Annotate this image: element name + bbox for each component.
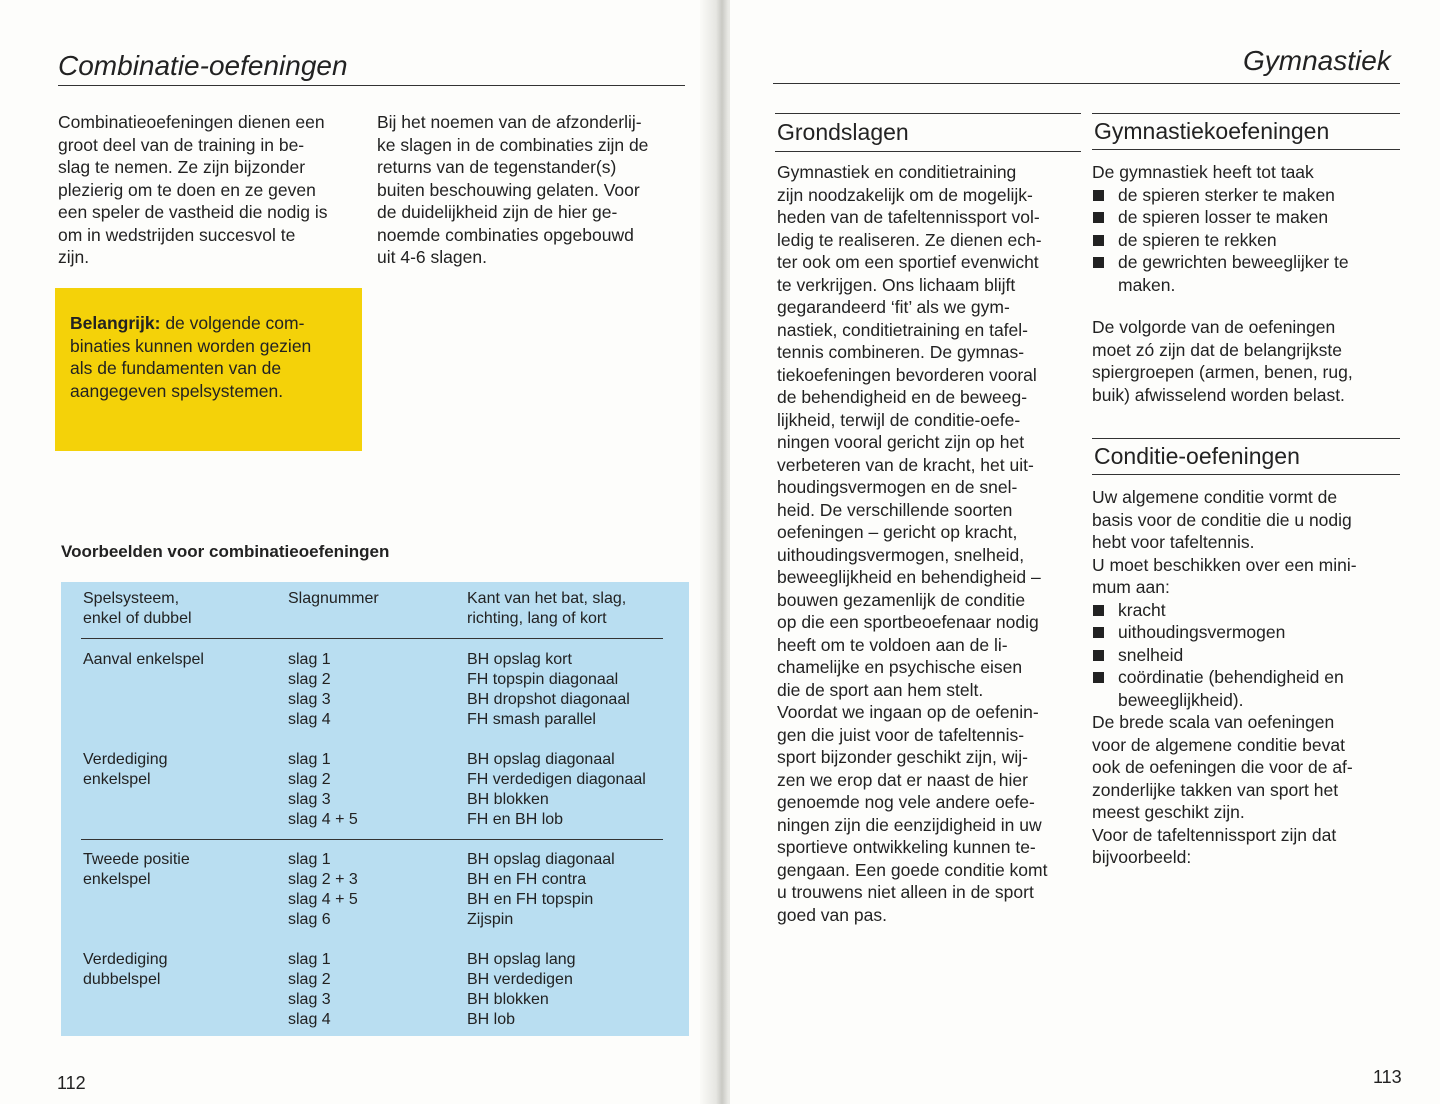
grondslagen-text bbox=[777, 161, 1097, 926]
left-running-title: Combinatie-oefeningen bbox=[58, 50, 348, 81]
left-title-rule bbox=[58, 85, 685, 86]
table-stroke-cell-line: slag 4 + 5 bbox=[288, 891, 358, 908]
table-system-cell-line: enkelspel bbox=[83, 871, 151, 888]
grondslagen-line: die de sport aan hem stelt. bbox=[777, 679, 984, 700]
table-side-cell-line: FH smash parallel bbox=[467, 711, 596, 728]
grondslagen-line: op die een sportbeoefenaar nodig bbox=[777, 612, 1039, 632]
intro-line: noemde combinaties opgebouwd bbox=[377, 224, 634, 245]
table-rule bbox=[81, 839, 663, 840]
grondslagen-top-rule bbox=[775, 113, 1081, 114]
intro-column-1 bbox=[58, 111, 368, 269]
table-header-cell bbox=[83, 589, 192, 629]
intro-line: ke slagen in de combinaties zijn de bbox=[377, 134, 649, 155]
bullet-text: coördinatie (behendigheid en bbox=[1118, 667, 1344, 687]
conditie-line: basis voor de conditie die u nodig bbox=[1092, 509, 1352, 530]
table-side-cell-line: BH en FH topspin bbox=[467, 891, 594, 908]
bullet-square-icon bbox=[1093, 257, 1104, 268]
table-stroke-cell-line: slag 3 bbox=[288, 791, 331, 808]
grondslagen-line: tennis combineren. De gymnas- bbox=[777, 342, 1025, 362]
grondslagen-line: houdingsvermogen en de snel- bbox=[777, 477, 1018, 497]
gymnastiek-bottom-rule bbox=[1092, 149, 1400, 150]
table-stroke-cell bbox=[288, 650, 331, 730]
bullet-item bbox=[1092, 599, 1412, 622]
grondslagen-line: verbeteren van de kracht, het uit- bbox=[777, 454, 1034, 475]
bullet-text: snelheid bbox=[1118, 644, 1184, 665]
gymnastiek-line: buik) afwisselend worden belast. bbox=[1092, 384, 1345, 405]
table-rule bbox=[81, 638, 663, 639]
bullet-item bbox=[1092, 251, 1412, 296]
bullet-item bbox=[1092, 206, 1412, 229]
right-title-rule bbox=[773, 83, 1400, 84]
conditie-intro bbox=[1092, 486, 1412, 599]
intro-line: slag te nemen. Ze zijn bijzonder bbox=[58, 157, 306, 177]
intro-line: buiten beschouwing gelaten. Voor bbox=[377, 179, 640, 200]
left-page bbox=[0, 0, 718, 1104]
page-number-left: 112 bbox=[57, 1073, 86, 1093]
bullet-square-icon bbox=[1093, 605, 1104, 616]
table-stroke-cell bbox=[288, 950, 331, 1030]
grondslagen-line: te verkrijgen. Ons lichaam blijft bbox=[777, 274, 1016, 295]
callout-line: als de fundamenten van de bbox=[70, 358, 282, 378]
table-header-cell-line: richting, lang of kort bbox=[467, 610, 607, 627]
intro-line: zijn. bbox=[58, 247, 90, 267]
table-header-cell-line: Slagnummer bbox=[288, 590, 379, 607]
conditie-line: U moet beschikken over een mini- bbox=[1092, 554, 1357, 575]
table-system-cell bbox=[83, 650, 204, 670]
conditie-line: De brede scala van oefeningen bbox=[1092, 712, 1335, 732]
intro-line: een speler de vastheid die nodig is bbox=[58, 202, 328, 222]
table-side-cell bbox=[467, 750, 646, 830]
right-page bbox=[730, 0, 1440, 1104]
table-system-cell-line: Aanval enkelspel bbox=[83, 651, 204, 668]
table-system-cell-line: enkelspel bbox=[83, 771, 151, 788]
bullet-text: uithoudingsvermogen bbox=[1118, 622, 1286, 642]
right-running-title: Gymnastiek bbox=[1243, 45, 1391, 76]
table-side-cell-line: BH opslag diagonaal bbox=[467, 751, 615, 768]
grondslagen-line: sportieve ontwikkeling kunnen te- bbox=[777, 837, 1036, 857]
page-number-right: 113 bbox=[1373, 1067, 1402, 1087]
bullet-text: kracht bbox=[1118, 599, 1166, 620]
table-system-cell bbox=[83, 850, 190, 890]
table-stroke-cell-line: slag 6 bbox=[288, 911, 331, 928]
table-stroke-cell-line: slag 2 bbox=[288, 671, 331, 688]
conditie-line: hebt voor tafeltennis. bbox=[1092, 532, 1255, 552]
grondslagen-line: nastiek, conditietraining en tafel- bbox=[777, 319, 1028, 340]
bullet-text: de spieren sterker te maken bbox=[1118, 184, 1335, 205]
grondslagen-line: bouwen gezamenlijk de conditie bbox=[777, 589, 1026, 610]
bullet-item bbox=[1092, 621, 1412, 644]
intro-line: Bij het noemen van de afzonderlij- bbox=[377, 112, 642, 132]
bullet-square-icon bbox=[1093, 212, 1104, 223]
bullet-square-icon bbox=[1093, 235, 1104, 246]
gymnastiek-paragraph bbox=[1092, 316, 1412, 406]
table-side-cell bbox=[467, 850, 615, 930]
gymnastiek-line: moet zó zijn dat de belangrijkste bbox=[1092, 339, 1342, 360]
bullet-square-icon bbox=[1093, 627, 1104, 638]
table-header-cell bbox=[288, 589, 379, 609]
bullet-item bbox=[1092, 666, 1412, 711]
gymnastiek-heading: Gymnastiekoefeningen bbox=[1094, 118, 1330, 144]
conditie-line: voor de algemene conditie bevat bbox=[1092, 734, 1345, 755]
table-stroke-cell bbox=[288, 750, 358, 830]
table-system-cell bbox=[83, 750, 168, 790]
grondslagen-line: tiekoefeningen bevorderen vooral bbox=[777, 364, 1037, 385]
conditie-bullets bbox=[1092, 599, 1412, 712]
table-stroke-cell-line: slag 4 + 5 bbox=[288, 811, 358, 828]
table-side-cell-line: BH lob bbox=[467, 1011, 516, 1028]
table-side-cell-line: FH topspin diagonaal bbox=[467, 671, 619, 688]
conditie-top-rule bbox=[1092, 438, 1400, 439]
bullet-square-icon bbox=[1093, 190, 1104, 201]
conditie-line: Voor de tafeltennissport zijn dat bbox=[1092, 824, 1337, 845]
table-side-cell-line: BH en FH contra bbox=[467, 871, 587, 888]
conditie-line: zonderlijke takken van sport het bbox=[1092, 779, 1339, 800]
table-stroke-cell-line: slag 4 bbox=[288, 711, 331, 728]
bullet-text: de spieren losser te maken bbox=[1118, 207, 1329, 227]
bullet-text: maken. bbox=[1118, 274, 1176, 295]
grondslagen-line: zen we erop dat er naast de hier bbox=[777, 769, 1028, 790]
table-stroke-cell-line: slag 1 bbox=[288, 951, 331, 968]
callout-label: Belangrijk: bbox=[70, 313, 161, 333]
bullet-item bbox=[1092, 229, 1412, 252]
grondslagen-line: goed van pas. bbox=[777, 904, 887, 925]
table-side-cell-line: FH en BH lob bbox=[467, 811, 564, 828]
bullet-square-icon bbox=[1093, 672, 1104, 683]
grondslagen-line: heeft om te voldoen aan de li- bbox=[777, 634, 1008, 655]
callout-line: de volgende com- bbox=[160, 313, 305, 333]
bullet-text: de gewrichten beweeglijker te bbox=[1118, 252, 1349, 272]
table-stroke-cell-line: slag 1 bbox=[288, 651, 331, 668]
table-side-cell bbox=[467, 650, 630, 730]
intro-line: plezierig om te doen en ze geven bbox=[58, 179, 316, 200]
gymnastiek-intro: De gymnastiek heeft tot taak bbox=[1092, 162, 1314, 182]
grondslagen-line: uithoudingsvermogen, snelheid, bbox=[777, 544, 1025, 565]
table-side-cell-line: BH opslag diagonaal bbox=[467, 851, 615, 868]
table-stroke-cell-line: slag 2 + 3 bbox=[288, 871, 358, 888]
callout-line: binaties kunnen worden gezien bbox=[70, 335, 312, 356]
conditie-line: Uw algemene conditie vormt de bbox=[1092, 487, 1338, 507]
grondslagen-line: ter ook om een sportief evenwicht bbox=[777, 252, 1039, 272]
grondslagen-line: heid. De verschillende soorten bbox=[777, 499, 1013, 520]
grondslagen-line: gengaan. Een goede conditie komt bbox=[777, 859, 1048, 880]
table-side-cell-line: Zijspin bbox=[467, 911, 514, 928]
table-side-cell-line: BH opslag lang bbox=[467, 951, 576, 968]
conditie-line: meest geschikt zijn. bbox=[1092, 802, 1245, 822]
intro-line: returns van de tegenstander(s) bbox=[377, 157, 617, 177]
grondslagen-line: gen die juist voor de tafeltennis- bbox=[777, 724, 1025, 745]
table-side-cell-line: FH verdedigen diagonaal bbox=[467, 771, 646, 788]
important-callout bbox=[55, 288, 362, 451]
table-stroke-cell-line: slag 3 bbox=[288, 691, 331, 708]
grondslagen-line: ledig te realiseren. Ze dienen ech- bbox=[777, 229, 1042, 250]
gymnastiek-line: De volgorde van de oefeningen bbox=[1092, 317, 1336, 337]
table-heading: Voorbeelden voor combinatieoefeningen bbox=[61, 542, 390, 561]
conditie-line: mum aan: bbox=[1092, 577, 1170, 597]
grondslagen-line: gegarandeerd ‘fit’ als we gym- bbox=[777, 297, 1010, 317]
table-side-cell-line: BH dropshot diagonaal bbox=[467, 691, 630, 708]
intro-line: Combinatieoefeningen dienen een bbox=[58, 112, 325, 132]
table-side-cell-line: BH opslag kort bbox=[467, 651, 572, 668]
table-side-cell-line: BH blokken bbox=[467, 791, 549, 808]
combination-table bbox=[61, 582, 689, 1036]
gymnastiek-top-rule bbox=[1092, 113, 1400, 114]
table-stroke-cell-line: slag 4 bbox=[288, 1011, 331, 1028]
intro-line: groot deel van de training in be- bbox=[58, 134, 305, 155]
table-header-cell-line: enkel of dubbel bbox=[83, 610, 192, 627]
table-side-cell-line: BH verdedigen bbox=[467, 971, 573, 988]
conditie-outro bbox=[1092, 711, 1412, 869]
callout-line: aangegeven spelsystemen. bbox=[70, 380, 284, 401]
grondslagen-line: sport bijzonder geschikt zijn, wij- bbox=[777, 747, 1028, 767]
gymnastiek-bullets bbox=[1092, 184, 1412, 297]
conditie-line: ook de oefeningen die voor de af- bbox=[1092, 757, 1353, 777]
grondslagen-line: ningen zijn die eenzijdigheid in uw bbox=[777, 814, 1042, 835]
intro-line: uit 4-6 slagen. bbox=[377, 247, 487, 267]
bullet-text: beweeglijkheid). bbox=[1118, 689, 1244, 710]
bullet-square-icon bbox=[1093, 650, 1104, 661]
grondslagen-line: ningen vooral gericht zijn op het bbox=[777, 432, 1025, 452]
table-system-cell-line: Tweede positie bbox=[83, 851, 190, 868]
gymnastiek-line: spiergroepen (armen, benen, rug, bbox=[1092, 362, 1353, 382]
grondslagen-line: lijkheid, terwijl de conditie-oefe- bbox=[777, 409, 1021, 430]
callout-text bbox=[70, 312, 355, 402]
table-system-cell-line: Verdediging bbox=[83, 951, 168, 968]
grondslagen-line: genoemde nog vele andere oefe- bbox=[777, 792, 1035, 812]
conditie-heading: Conditie-oefeningen bbox=[1094, 443, 1300, 469]
grondslagen-line: Gymnastiek en conditietraining bbox=[777, 162, 1017, 182]
bullet-item bbox=[1092, 184, 1412, 207]
grondslagen-line: oefeningen – gericht op kracht, bbox=[777, 522, 1018, 542]
grondslagen-heading: Grondslagen bbox=[777, 119, 909, 145]
bullet-text: de spieren te rekken bbox=[1118, 229, 1277, 250]
grondslagen-line: u trouwens niet alleen in de sport bbox=[777, 882, 1034, 902]
table-system-cell-line: Verdediging bbox=[83, 751, 168, 768]
table-header-cell-line: Kant van het bat, slag, bbox=[467, 590, 627, 607]
table-stroke-cell bbox=[288, 850, 358, 930]
intro-line: de duidelijkheid zijn de hier ge- bbox=[377, 202, 618, 222]
intro-line: om in wedstrijden succesvol te bbox=[58, 224, 296, 245]
bullet-item bbox=[1092, 644, 1412, 667]
grondslagen-line: zijn noodzakelijk om de mogelijk- bbox=[777, 184, 1033, 205]
conditie-line: bijvoorbeeld: bbox=[1092, 847, 1192, 867]
grondslagen-line: de behendigheid en de beweeg- bbox=[777, 387, 1028, 407]
grondslagen-line: heden van de tafeltennissport vol- bbox=[777, 207, 1040, 227]
conditie-bottom-rule bbox=[1092, 474, 1400, 475]
table-side-cell-line: BH blokken bbox=[467, 991, 549, 1008]
table-system-cell bbox=[83, 950, 168, 990]
table-header-cell bbox=[467, 589, 626, 629]
table-header-cell-line: Spelsysteem, bbox=[83, 590, 180, 607]
conditie-text bbox=[1092, 486, 1412, 869]
table-stroke-cell-line: slag 2 bbox=[288, 971, 331, 988]
grondslagen-line: beweeglijkheid en behendigheid – bbox=[777, 567, 1041, 587]
intro-column-2 bbox=[377, 111, 697, 269]
grondslagen-line: chamelijke en psychische eisen bbox=[777, 657, 1023, 677]
grondslagen-bottom-rule bbox=[775, 151, 1081, 152]
table-system-cell-line: dubbelspel bbox=[83, 971, 161, 988]
grondslagen-line: Voordat we ingaan op de oefenin- bbox=[777, 702, 1039, 722]
table-stroke-cell-line: slag 3 bbox=[288, 991, 331, 1008]
table-stroke-cell-line: slag 1 bbox=[288, 851, 331, 868]
gymnastiek-text bbox=[1092, 161, 1412, 406]
table-stroke-cell-line: slag 2 bbox=[288, 771, 331, 788]
table-stroke-cell-line: slag 1 bbox=[288, 751, 331, 768]
table-side-cell bbox=[467, 950, 576, 1030]
